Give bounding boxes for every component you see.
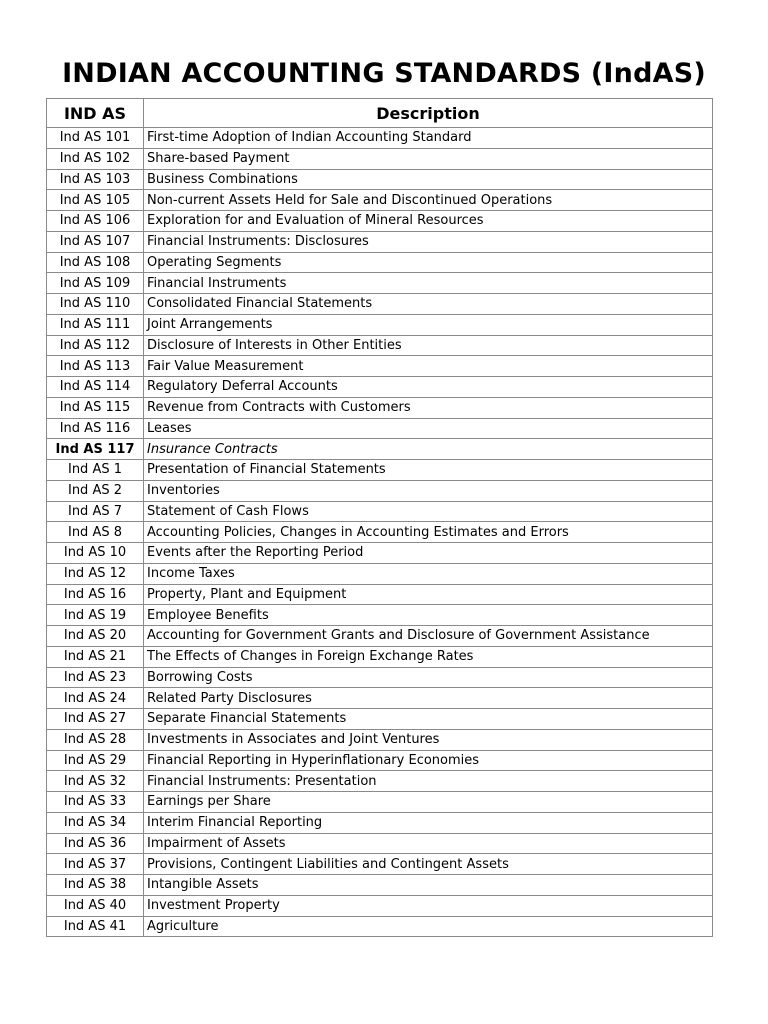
table-row	[47, 584, 713, 605]
standard-description-cell: Statement of Cash Flows	[144, 501, 713, 522]
standard-description-cell: Impairment of Assets	[144, 833, 713, 854]
standard-code-cell: Ind AS 19	[47, 605, 144, 626]
standard-code-cell: Ind AS 34	[47, 812, 144, 833]
standard-description-cell: Inventories	[144, 480, 713, 501]
table-row	[47, 231, 713, 252]
standard-description-cell: Financial Instruments: Disclosures	[144, 231, 713, 252]
standard-description-cell: Business Combinations	[144, 169, 713, 190]
standard-code-cell: Ind AS 36	[47, 833, 144, 854]
standard-code-cell: Ind AS 106	[47, 211, 144, 232]
standard-code-cell: Ind AS 108	[47, 252, 144, 273]
standard-code-cell: Ind AS 27	[47, 709, 144, 730]
standards-table	[46, 98, 713, 937]
standard-code-cell: Ind AS 114	[47, 377, 144, 398]
table-row	[47, 211, 713, 232]
table-row	[47, 439, 713, 460]
standard-description-cell: Presentation of Financial Statements	[144, 460, 713, 481]
standard-description-cell: Accounting Policies, Changes in Accounting Estimates and Errors	[144, 522, 713, 543]
standard-description-cell: Disclosure of Interests in Other Entities	[144, 335, 713, 356]
standard-code-cell: Ind AS 109	[47, 273, 144, 294]
table-row	[47, 563, 713, 584]
table-row	[47, 916, 713, 937]
table-row	[47, 646, 713, 667]
table-row	[47, 397, 713, 418]
standard-code-cell: Ind AS 102	[47, 148, 144, 169]
table-row	[47, 543, 713, 564]
standard-code-cell: Ind AS 1	[47, 460, 144, 481]
table-row	[47, 480, 713, 501]
table-row	[47, 169, 713, 190]
standard-code-cell: Ind AS 115	[47, 397, 144, 418]
table-row	[47, 729, 713, 750]
table-row	[47, 854, 713, 875]
standard-description-cell: Financial Reporting in Hyperinflationary Economies	[144, 750, 713, 771]
standard-description-cell: Intangible Assets	[144, 875, 713, 896]
table-row	[47, 418, 713, 439]
standard-description-cell: Revenue from Contracts with Customers	[144, 397, 713, 418]
standard-description-cell: Related Party Disclosures	[144, 688, 713, 709]
standard-code-cell: Ind AS 112	[47, 335, 144, 356]
table-row	[47, 501, 713, 522]
standard-description-cell: Accounting for Government Grants and Disclosure of Government Assistance	[144, 626, 713, 647]
standard-description-cell: Earnings per Share	[144, 792, 713, 813]
column-header-ind-as: IND AS	[47, 99, 144, 128]
standard-description-cell: Fair Value Measurement	[144, 356, 713, 377]
table-row	[47, 148, 713, 169]
table-row	[47, 377, 713, 398]
standard-code-cell: Ind AS 28	[47, 729, 144, 750]
standard-code-cell: Ind AS 23	[47, 667, 144, 688]
table-row	[47, 833, 713, 854]
standard-description-cell: Operating Segments	[144, 252, 713, 273]
standard-code-cell: Ind AS 8	[47, 522, 144, 543]
standard-code-cell: Ind AS 2	[47, 480, 144, 501]
standard-description-cell: Investments in Associates and Joint Ventures	[144, 729, 713, 750]
standard-description-cell: Separate Financial Statements	[144, 709, 713, 730]
standard-code-cell: Ind AS 40	[47, 895, 144, 916]
table-row	[47, 294, 713, 315]
standard-description-cell: Share-based Payment	[144, 148, 713, 169]
page-title: INDIAN ACCOUNTING STANDARDS (IndAS)	[62, 58, 706, 89]
standard-code-cell: Ind AS 41	[47, 916, 144, 937]
table-row	[47, 895, 713, 916]
standard-description-cell: First-time Adoption of Indian Accounting Standard	[144, 128, 713, 149]
table-row	[47, 460, 713, 481]
table-row	[47, 688, 713, 709]
standard-description-cell: Events after the Reporting Period	[144, 543, 713, 564]
standard-code-cell: Ind AS 21	[47, 646, 144, 667]
table-row	[47, 128, 713, 149]
table-body	[47, 128, 713, 937]
standard-code-cell: Ind AS 105	[47, 190, 144, 211]
table-row	[47, 314, 713, 335]
table-header-row	[47, 99, 713, 128]
column-header-description: Description	[144, 99, 713, 128]
standard-description-cell: Exploration for and Evaluation of Mineral Resources	[144, 211, 713, 232]
standard-code-cell: Ind AS 10	[47, 543, 144, 564]
standard-description-cell: Income Taxes	[144, 563, 713, 584]
standard-description-cell: Investment Property	[144, 895, 713, 916]
table-row	[47, 190, 713, 211]
standard-code-cell: Ind AS 29	[47, 750, 144, 771]
standard-code-cell: Ind AS 33	[47, 792, 144, 813]
standard-description-cell: Consolidated Financial Statements	[144, 294, 713, 315]
standard-code-cell: Ind AS 107	[47, 231, 144, 252]
standard-description-cell: Non-current Assets Held for Sale and Discontinued Operations	[144, 190, 713, 211]
standard-description-cell: Property, Plant and Equipment	[144, 584, 713, 605]
standard-code-cell: Ind AS 111	[47, 314, 144, 335]
standard-code-cell: Ind AS 12	[47, 563, 144, 584]
table-row	[47, 335, 713, 356]
standard-description-cell: Regulatory Deferral Accounts	[144, 377, 713, 398]
table-row	[47, 356, 713, 377]
standard-code-cell: Ind AS 101	[47, 128, 144, 149]
standard-description-cell: Interim Financial Reporting	[144, 812, 713, 833]
standard-description-cell: Leases	[144, 418, 713, 439]
table-row	[47, 605, 713, 626]
table-row	[47, 522, 713, 543]
standard-description-cell: Financial Instruments	[144, 273, 713, 294]
standard-code-cell: Ind AS 116	[47, 418, 144, 439]
table-row	[47, 750, 713, 771]
standard-code-cell: Ind AS 110	[47, 294, 144, 315]
standard-description-cell: Financial Instruments: Presentation	[144, 771, 713, 792]
table-row	[47, 812, 713, 833]
table-row	[47, 626, 713, 647]
table-row	[47, 875, 713, 896]
standard-code-cell: Ind AS 24	[47, 688, 144, 709]
standard-description-cell: Employee Benefits	[144, 605, 713, 626]
standard-code-cell: Ind AS 20	[47, 626, 144, 647]
table-row	[47, 667, 713, 688]
standard-code-cell: Ind AS 38	[47, 875, 144, 896]
table-row	[47, 252, 713, 273]
standard-code-cell: Ind AS 32	[47, 771, 144, 792]
standard-code-cell: Ind AS 7	[47, 501, 144, 522]
standard-description-cell: Borrowing Costs	[144, 667, 713, 688]
table-row	[47, 792, 713, 813]
standard-code-cell: Ind AS 37	[47, 854, 144, 875]
table-row	[47, 771, 713, 792]
table-row	[47, 273, 713, 294]
standard-code-cell: Ind AS 16	[47, 584, 144, 605]
standard-description-cell: Joint Arrangements	[144, 314, 713, 335]
standard-code-cell: Ind AS 103	[47, 169, 144, 190]
standard-code-cell: Ind AS 113	[47, 356, 144, 377]
standard-code-cell: Ind AS 117	[47, 439, 144, 460]
standard-description-cell: Insurance Contracts	[144, 439, 713, 460]
standard-description-cell: Provisions, Contingent Liabilities and Contingent Assets	[144, 854, 713, 875]
table-row	[47, 709, 713, 730]
standard-description-cell: Agriculture	[144, 916, 713, 937]
standard-description-cell: The Effects of Changes in Foreign Exchange Rates	[144, 646, 713, 667]
